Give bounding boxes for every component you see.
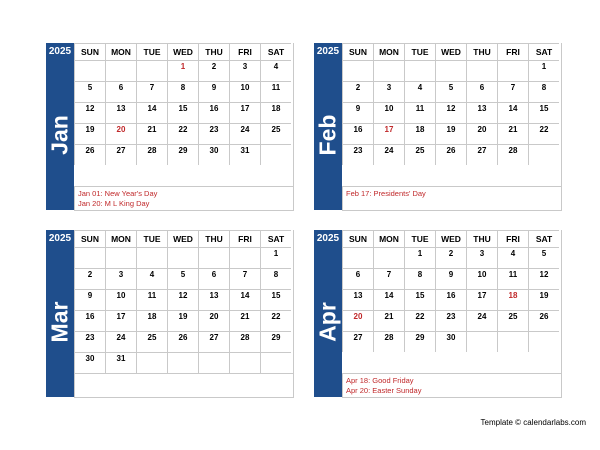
day-cell[interactable]: 13 [105, 102, 136, 123]
day-cell[interactable]: 17 [229, 102, 260, 123]
day-cell[interactable]: 24 [229, 123, 260, 144]
day-cell[interactable]: 10 [373, 102, 404, 123]
day-cell[interactable] [229, 352, 260, 373]
weekday-header: MON [373, 230, 404, 247]
day-cell[interactable]: 27 [105, 144, 136, 165]
day-cell[interactable]: 23 [74, 331, 105, 352]
day-cell[interactable]: 2 [198, 60, 229, 81]
day-cell[interactable]: 28 [136, 144, 167, 165]
day-cell[interactable]: 6 [466, 81, 497, 102]
day-cell[interactable]: 19 [167, 310, 198, 331]
day-cell[interactable]: 28 [373, 331, 404, 352]
day-cell[interactable] [342, 60, 373, 81]
day-cell[interactable]: 11 [136, 289, 167, 310]
day-cell[interactable]: 2 [435, 247, 466, 268]
day-cell[interactable]: 25 [260, 123, 291, 144]
day-cell[interactable]: 5 [74, 81, 105, 102]
day-cell[interactable] [167, 352, 198, 373]
weekday-header: WED [167, 43, 198, 60]
weekday-header: TUE [136, 43, 167, 60]
day-cell[interactable]: 19 [435, 123, 466, 144]
day-cell[interactable]: 3 [229, 60, 260, 81]
day-cell[interactable]: 30 [74, 352, 105, 373]
day-cell[interactable] [466, 331, 497, 352]
day-cell[interactable]: 3 [105, 268, 136, 289]
weekday-header: THU [466, 230, 497, 247]
weekday-header: FRI [497, 230, 528, 247]
day-cell[interactable]: 3 [466, 247, 497, 268]
day-cell[interactable]: 29 [260, 331, 291, 352]
day-cell[interactable] [198, 247, 229, 268]
day-cell[interactable] [136, 352, 167, 373]
holiday-notes [342, 186, 561, 210]
weekday-header: SAT [260, 230, 291, 247]
holiday-note: Feb 17: Presidents' Day [346, 189, 426, 198]
day-cell[interactable] [373, 247, 404, 268]
day-cell[interactable]: 7 [136, 81, 167, 102]
day-cell[interactable]: 6 [198, 268, 229, 289]
month-band [314, 43, 342, 210]
day-cell[interactable]: 31 [229, 144, 260, 165]
day-cell[interactable]: 9 [435, 268, 466, 289]
day-cell[interactable]: 13 [342, 289, 373, 310]
day-cell[interactable]: 21 [229, 310, 260, 331]
weekday-header: WED [167, 230, 198, 247]
day-cell[interactable]: 10 [105, 289, 136, 310]
day-cell[interactable]: 27 [342, 331, 373, 352]
year-label: 2025 [48, 46, 72, 57]
day-cell[interactable] [198, 352, 229, 373]
day-cell[interactable]: 1 [528, 60, 559, 81]
day-cell[interactable]: 30 [435, 331, 466, 352]
day-cell[interactable]: 10 [229, 81, 260, 102]
weekday-header: SUN [74, 230, 105, 247]
day-cell[interactable] [466, 60, 497, 81]
day-cell[interactable]: 4 [260, 60, 291, 81]
weekday-header: TUE [404, 230, 435, 247]
day-cell[interactable]: 23 [435, 310, 466, 331]
day-cell[interactable]: 31 [105, 352, 136, 373]
day-cell[interactable] [260, 352, 291, 373]
weekday-header: TUE [404, 43, 435, 60]
day-cell[interactable]: 26 [528, 310, 559, 331]
day-cell[interactable]: 26 [167, 331, 198, 352]
day-cell[interactable]: 22 [528, 123, 559, 144]
weekday-header: SAT [260, 43, 291, 60]
day-cell[interactable]: 27 [466, 144, 497, 165]
day-cell[interactable] [229, 247, 260, 268]
day-cell[interactable]: 7 [373, 268, 404, 289]
weekday-header: SUN [342, 43, 373, 60]
day-cell[interactable] [435, 60, 466, 81]
day-cell[interactable] [74, 60, 105, 81]
day-cell[interactable]: 18 [497, 289, 528, 310]
day-cell[interactable]: 25 [497, 310, 528, 331]
weekday-header: WED [435, 43, 466, 60]
day-cell[interactable]: 15 [167, 102, 198, 123]
day-cell[interactable]: 8 [404, 268, 435, 289]
day-cell[interactable]: 7 [497, 81, 528, 102]
day-cell[interactable]: 28 [229, 331, 260, 352]
day-cell[interactable]: 2 [74, 268, 105, 289]
day-cell[interactable]: 20 [198, 310, 229, 331]
day-cell[interactable] [373, 60, 404, 81]
calendar-apr [314, 230, 561, 397]
weekday-header: WED [435, 230, 466, 247]
day-cell[interactable]: 11 [404, 102, 435, 123]
weekday-header: THU [466, 43, 497, 60]
day-cell[interactable]: 12 [167, 289, 198, 310]
day-cell[interactable]: 20 [105, 123, 136, 144]
day-cell[interactable]: 18 [260, 102, 291, 123]
weekday-header: MON [105, 230, 136, 247]
day-cell[interactable]: 5 [528, 247, 559, 268]
calendar-jan [46, 43, 293, 210]
day-cell[interactable]: 24 [105, 331, 136, 352]
day-cell[interactable] [404, 60, 435, 81]
weekday-header: MON [105, 43, 136, 60]
day-cell[interactable] [528, 144, 559, 165]
day-cell[interactable]: 26 [435, 144, 466, 165]
month-band [46, 43, 74, 210]
holiday-note: Apr 20: Easter Sunday [346, 386, 422, 395]
calendar-mar [46, 230, 293, 397]
day-cell[interactable]: 25 [136, 331, 167, 352]
day-cell[interactable]: 16 [342, 123, 373, 144]
holiday-note: Jan 01: New Year's Day [78, 189, 158, 198]
day-cell[interactable]: 11 [497, 268, 528, 289]
month-label: Jan [46, 115, 73, 155]
day-cell[interactable]: 21 [373, 310, 404, 331]
day-cell[interactable]: 17 [373, 123, 404, 144]
day-cell[interactable]: 4 [136, 268, 167, 289]
day-cell[interactable]: 2 [342, 81, 373, 102]
day-cell[interactable]: 11 [260, 81, 291, 102]
day-cell[interactable]: 22 [260, 310, 291, 331]
month-label: Feb [314, 114, 341, 156]
day-cell[interactable]: 28 [497, 144, 528, 165]
day-cell[interactable]: 15 [404, 289, 435, 310]
month-band [314, 230, 342, 397]
day-cell[interactable]: 19 [528, 289, 559, 310]
day-cell[interactable]: 14 [497, 102, 528, 123]
day-cell[interactable] [105, 247, 136, 268]
day-cell[interactable]: 18 [136, 310, 167, 331]
day-cell[interactable]: 22 [167, 123, 198, 144]
day-cell[interactable]: 4 [497, 247, 528, 268]
day-cell[interactable]: 23 [198, 123, 229, 144]
day-cell[interactable] [74, 247, 105, 268]
day-cell[interactable]: 26 [74, 144, 105, 165]
day-cell[interactable]: 20 [466, 123, 497, 144]
holiday-note: Jan 20: M L King Day [78, 199, 150, 208]
day-cell[interactable]: 15 [260, 289, 291, 310]
day-cell[interactable]: 14 [373, 289, 404, 310]
calendar-feb [314, 43, 561, 210]
day-cell[interactable] [136, 60, 167, 81]
day-cell[interactable]: 9 [198, 81, 229, 102]
day-cell[interactable]: 24 [466, 310, 497, 331]
day-cell[interactable]: 25 [404, 144, 435, 165]
year-label: 2025 [316, 233, 340, 244]
day-cell[interactable]: 27 [198, 331, 229, 352]
day-cell[interactable]: 12 [435, 102, 466, 123]
day-cell[interactable]: 8 [167, 81, 198, 102]
year-label: 2025 [48, 233, 72, 244]
year-label: 2025 [316, 46, 340, 57]
day-cell[interactable]: 22 [404, 310, 435, 331]
weekday-header: TUE [136, 230, 167, 247]
day-cell[interactable]: 6 [342, 268, 373, 289]
day-cell[interactable]: 9 [342, 102, 373, 123]
day-cell[interactable]: 24 [373, 144, 404, 165]
day-cell[interactable] [167, 247, 198, 268]
day-cell[interactable]: 21 [497, 123, 528, 144]
day-cell[interactable]: 10 [466, 268, 497, 289]
day-cell[interactable] [260, 144, 291, 165]
day-cell[interactable]: 16 [74, 310, 105, 331]
day-cell[interactable]: 6 [105, 81, 136, 102]
day-cell[interactable]: 3 [373, 81, 404, 102]
day-cell[interactable]: 14 [136, 102, 167, 123]
day-cell[interactable]: 18 [404, 123, 435, 144]
holiday-notes [342, 373, 561, 397]
weekday-header: FRI [229, 230, 260, 247]
day-cell[interactable]: 29 [404, 331, 435, 352]
day-cell[interactable]: 8 [528, 81, 559, 102]
weekday-header: FRI [229, 43, 260, 60]
day-cell[interactable]: 8 [260, 268, 291, 289]
day-cell[interactable]: 20 [342, 310, 373, 331]
day-cell[interactable] [528, 331, 559, 352]
month-label: Mar [46, 301, 73, 343]
day-cell[interactable]: 1 [404, 247, 435, 268]
day-cell[interactable]: 13 [198, 289, 229, 310]
day-cell[interactable]: 1 [167, 60, 198, 81]
day-cell[interactable]: 5 [167, 268, 198, 289]
day-cell[interactable]: 12 [528, 268, 559, 289]
day-cell[interactable] [497, 331, 528, 352]
day-cell[interactable]: 7 [229, 268, 260, 289]
day-cell[interactable]: 5 [435, 81, 466, 102]
day-cell[interactable]: 16 [198, 102, 229, 123]
month-label: Apr [314, 302, 341, 342]
day-cell[interactable]: 19 [74, 123, 105, 144]
day-cell[interactable]: 29 [167, 144, 198, 165]
weekday-header: FRI [497, 43, 528, 60]
holiday-notes [74, 373, 293, 397]
day-cell[interactable]: 9 [74, 289, 105, 310]
day-cell[interactable] [342, 247, 373, 268]
day-cell[interactable]: 12 [74, 102, 105, 123]
day-cell[interactable]: 16 [435, 289, 466, 310]
day-cell[interactable]: 30 [198, 144, 229, 165]
day-cell[interactable]: 21 [136, 123, 167, 144]
weekday-header: THU [198, 43, 229, 60]
weekday-header: SUN [74, 43, 105, 60]
day-cell[interactable]: 17 [466, 289, 497, 310]
holiday-notes [74, 186, 293, 210]
day-cell[interactable]: 1 [260, 247, 291, 268]
day-cell[interactable]: 17 [105, 310, 136, 331]
footer-credit: Template © calendarlabs.com [480, 418, 586, 427]
weekday-header: SUN [342, 230, 373, 247]
weekday-header: MON [373, 43, 404, 60]
day-cell[interactable] [136, 247, 167, 268]
holiday-note: Apr 18: Good Friday [346, 376, 414, 385]
day-cell[interactable] [497, 60, 528, 81]
day-cell[interactable]: 14 [229, 289, 260, 310]
weekday-header: SAT [528, 230, 559, 247]
day-cell[interactable]: 15 [528, 102, 559, 123]
day-cell[interactable] [105, 60, 136, 81]
weekday-header: SAT [528, 43, 559, 60]
day-cell[interactable]: 4 [404, 81, 435, 102]
weekday-header: THU [198, 230, 229, 247]
day-cell[interactable]: 13 [466, 102, 497, 123]
month-band [46, 230, 74, 397]
day-cell[interactable]: 23 [342, 144, 373, 165]
